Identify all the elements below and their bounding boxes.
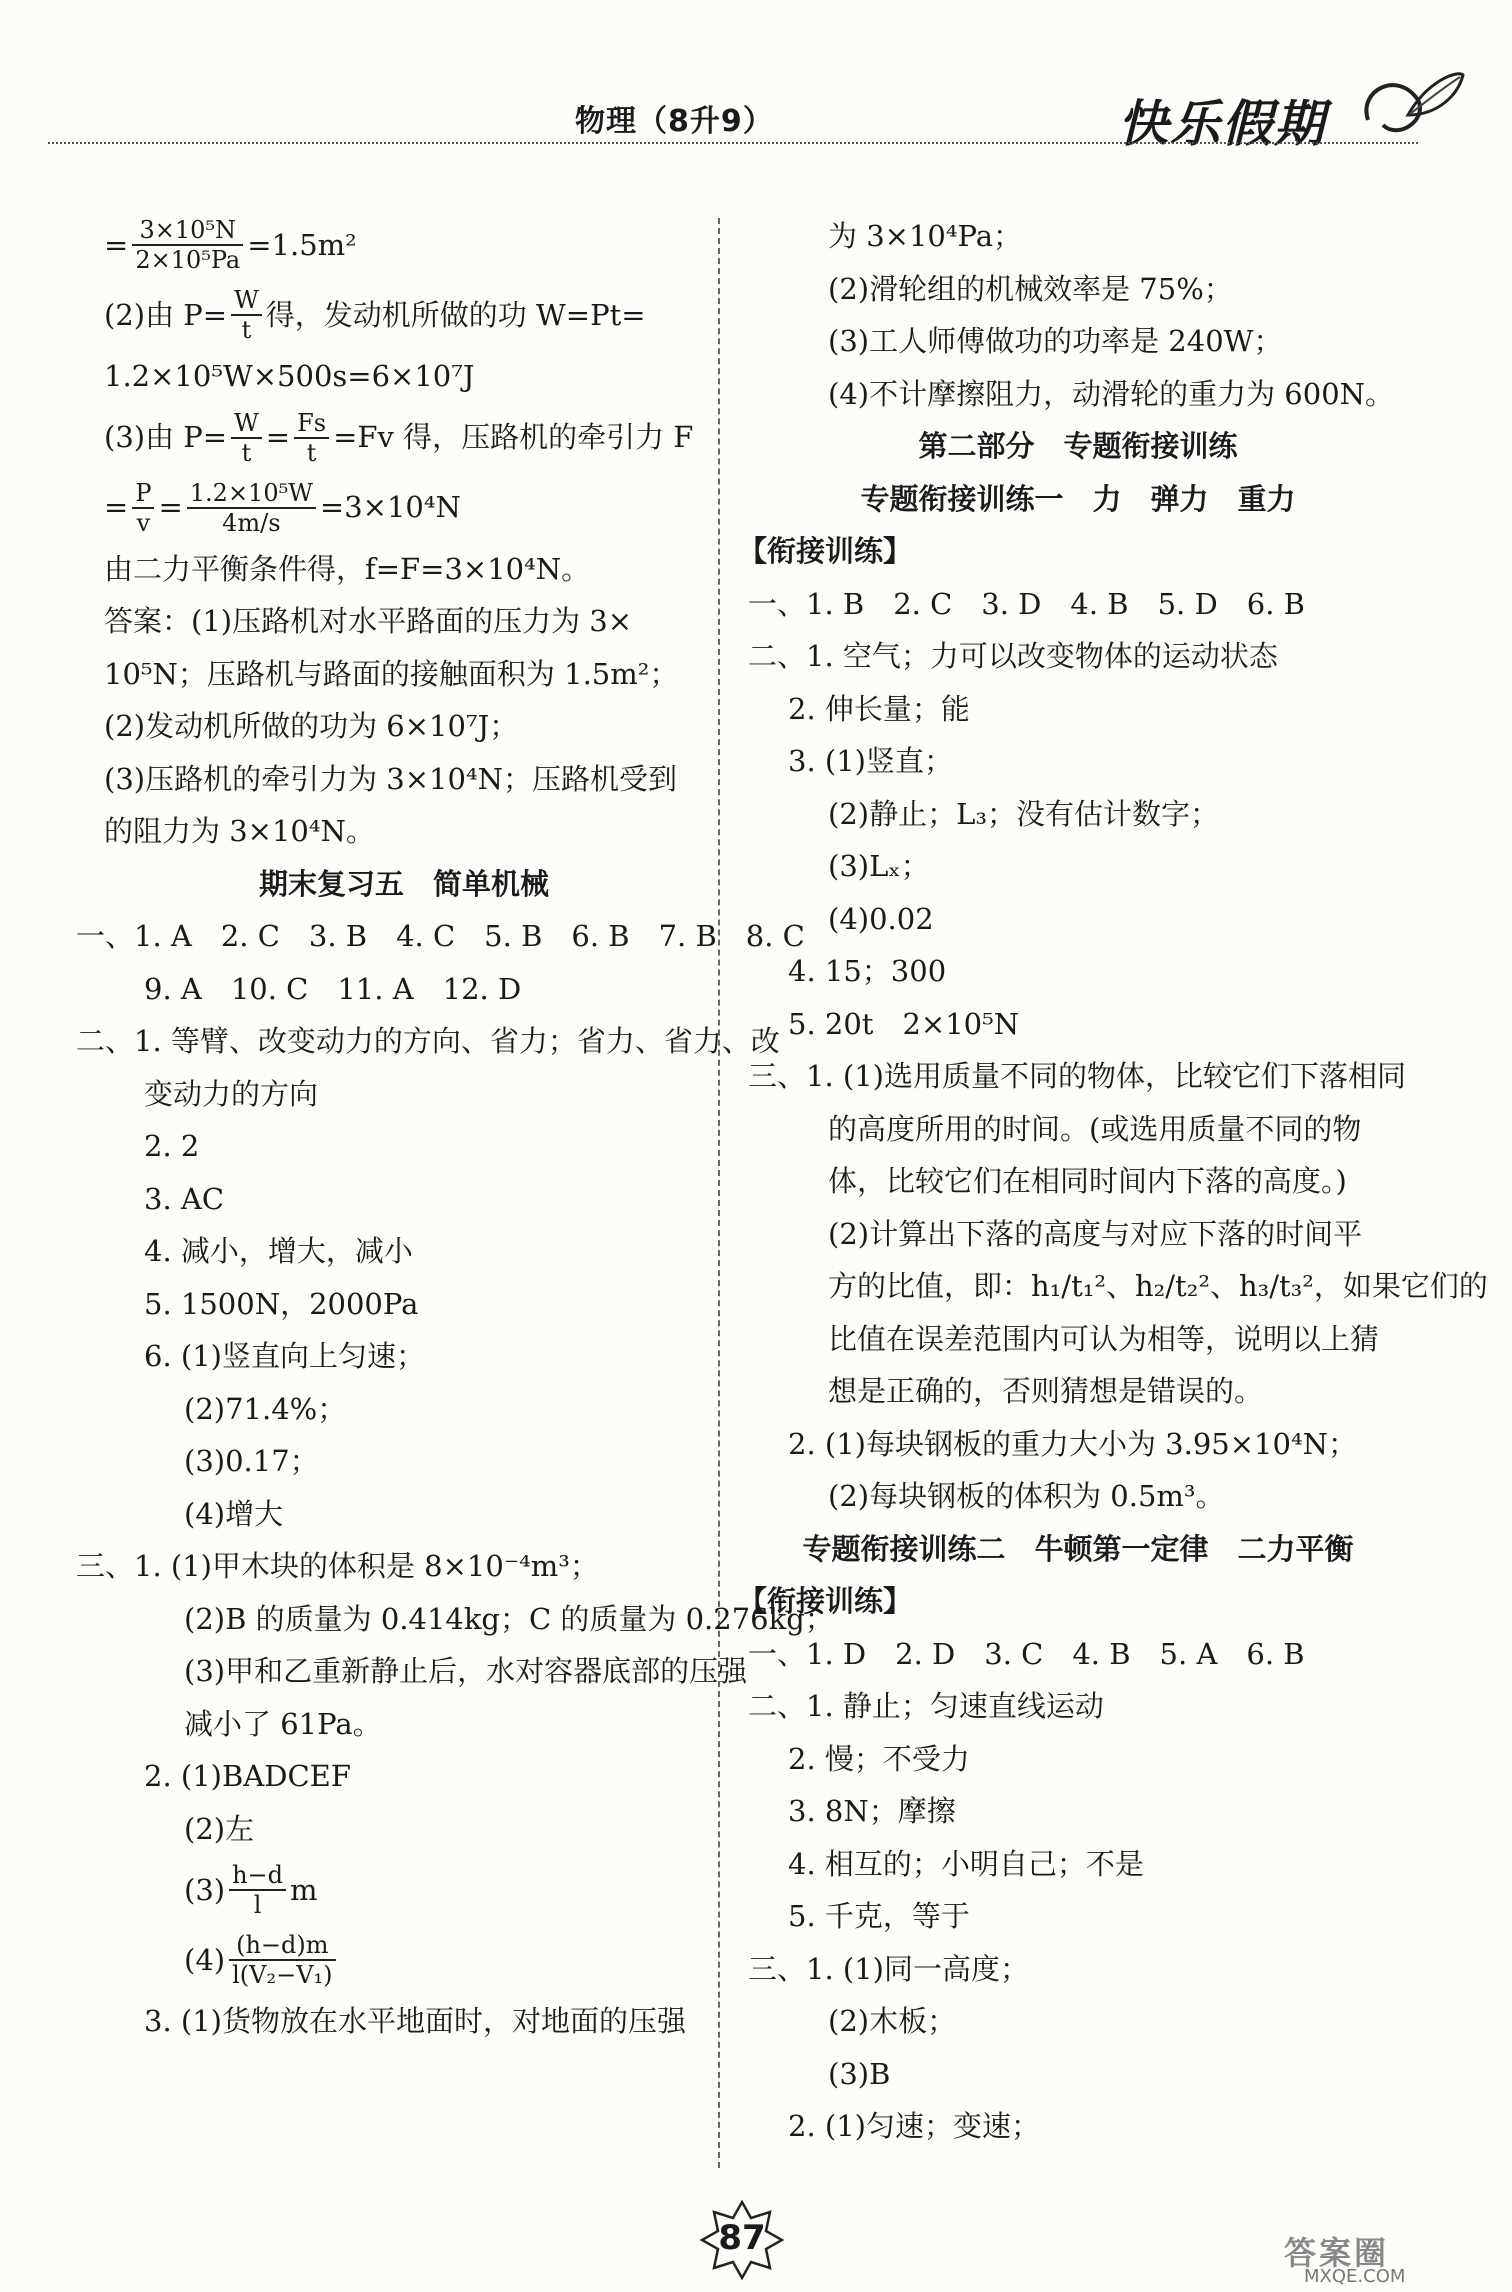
equation-line: (3) $\frac{h-d}{l}$ m bbox=[184, 1861, 318, 1919]
answer-line: 变动力的方向 bbox=[144, 1076, 319, 1111]
section-heading: 专题衔接训练二 牛顿第一定律 二力平衡 bbox=[802, 1531, 1354, 1566]
answer-line: 4. 减小，增大，减小 bbox=[144, 1234, 413, 1268]
text-line: 1.2×10⁵W×500s=6×10⁷J bbox=[104, 359, 475, 393]
answer-line: (2)左 bbox=[184, 1811, 255, 1846]
answer-line: (2)每块钢板的体积为 0.5m³。 bbox=[828, 1479, 1225, 1513]
equation-line: = $\frac{\text{3×10⁵N}}{\text{2×10⁵Pa}}$ =1.5m² bbox=[104, 216, 357, 274]
answer-line: 一、1. A 2. C 3. B 4. C 5. B 6. B 7. B 8. C bbox=[76, 919, 805, 953]
column-divider bbox=[718, 218, 720, 2168]
answer-line: 二、1. 空气；力可以改变物体的运动状态 bbox=[748, 639, 1278, 673]
section-heading: 专题衔接训练一 力 弹力 重力 bbox=[860, 481, 1296, 516]
fraction: $\frac{W}{t}$ bbox=[231, 409, 262, 467]
answer-line: 的高度所用的时间。(或选用质量不同的物 bbox=[828, 1111, 1362, 1146]
answer-line: 体，比较它们在相同时间内下落的高度。) bbox=[828, 1164, 1347, 1198]
text-line: 由二力平衡条件得，f=F=3×10⁴N。 bbox=[104, 551, 591, 586]
header-rule bbox=[48, 142, 1418, 144]
page-number: 87 bbox=[718, 2218, 766, 2258]
answer-line: (3)B bbox=[828, 2056, 891, 2091]
answer-line: 一、1. D 2. D 3. C 4. B 5. A 6. B bbox=[748, 1636, 1305, 1671]
answer-line: 2. 慢；不受力 bbox=[788, 1741, 970, 1776]
right-column bbox=[738, 210, 1488, 2153]
answer-line: 二、1. 等臂、改变动力的方向、省力；省力、省力、改 bbox=[76, 1024, 780, 1058]
section-heading: 期末复习五 简单机械 bbox=[258, 866, 549, 901]
answer-line: 2. 2 bbox=[144, 1129, 200, 1163]
page-header bbox=[0, 0, 1512, 160]
answer-line: 三、1. (1)甲木块的体积是 8×10⁻⁴m³； bbox=[76, 1549, 599, 1583]
answer-line: 9. A 10. C 11. A 12. D bbox=[144, 971, 522, 1006]
answer-line: 方的比值，即：h₁/t₁²、h₂/t₂²、h₃/t₃²，如果它们的 bbox=[828, 1269, 1488, 1303]
equation-line: = $\frac{P}{v}$ = $\frac{\text{1.2×10⁵W}}{4m/s}$ =3×10⁴N bbox=[104, 478, 461, 537]
answer-line: 3. 8N；摩擦 bbox=[788, 1794, 956, 1828]
leaf-logo-icon bbox=[1348, 60, 1468, 150]
answer-line: 二、1. 静止；匀速直线运动 bbox=[748, 1689, 1104, 1723]
answer-line: 5. 1500N，2000Pa bbox=[144, 1286, 419, 1321]
answer-line: 5. 千克，等于 bbox=[788, 1899, 970, 1933]
text-line: 答案：(1)压路机对水平路面的压力为 3× bbox=[104, 604, 633, 638]
answer-line: (3)甲和乙重新静止后，水对容器底部的压强 bbox=[184, 1654, 748, 1688]
text-line: (2)发动机所做的功为 6×10⁷J； bbox=[104, 709, 519, 743]
equation-line: (3)由 P= $\frac{W}{t}$ = $\frac{Fs}{t}$ =Fv 得，压路机的牵引力 F bbox=[104, 408, 694, 467]
watermark-text: 答案圈 bbox=[1284, 2234, 1390, 2272]
answer-line: (4)增大 bbox=[184, 1496, 284, 1531]
fraction: $\frac{Fs}{t}$ bbox=[294, 409, 329, 467]
answer-line: 3. (1)货物放在水平地面时，对地面的压强 bbox=[144, 2004, 686, 2038]
answer-line: 2. (1)每块钢板的重力大小为 3.95×10⁴N； bbox=[788, 1426, 1357, 1461]
text-line: (3)压路机的牵引力为 3×10⁴N；压路机受到 bbox=[104, 761, 677, 796]
answer-line: 三、1. (1)同一高度； bbox=[748, 1951, 1029, 1986]
fraction: $\frac{(h-d)m}{\text{l(V₂−V₁)}}$ bbox=[229, 1931, 335, 1989]
answer-line: (3)0.17； bbox=[184, 1444, 319, 1478]
answer-line: 2. 伸长量；能 bbox=[788, 691, 970, 726]
answer-line: 为 3×10⁴Pa； bbox=[828, 219, 1022, 253]
answer-line: (2)B 的质量为 0.414kg；C 的质量为 0.276kg； bbox=[184, 1601, 834, 1636]
answer-line: (2)71.4%； bbox=[184, 1391, 347, 1426]
subject-title: 物理（8升9） bbox=[575, 104, 774, 139]
section-tag: 【衔接训练】 bbox=[738, 534, 913, 568]
answer-line: (2)木板； bbox=[828, 2004, 957, 2038]
answer-line: (3)工人师傅做功的功率是 240W； bbox=[828, 324, 1283, 358]
answer-line: 6. (1)竖直向上匀速； bbox=[144, 1339, 425, 1373]
answer-line: 5. 20t 2×10⁵N bbox=[788, 1006, 1020, 1041]
answer-line: 三、1. (1)选用质量不同的物体，比较它们下落相同 bbox=[748, 1059, 1406, 1093]
answer-line: (4)0.02 bbox=[828, 901, 934, 936]
answer-line: 4. 15；300 bbox=[788, 954, 947, 988]
answer-line: 3. AC bbox=[144, 1181, 225, 1216]
watermark-url: MXQE.COM bbox=[1304, 2266, 1406, 2287]
answer-line: 4. 相互的；小明自己；不是 bbox=[788, 1846, 1144, 1881]
answer-line: 3. (1)竖直； bbox=[788, 744, 953, 778]
fraction: $\frac{W}{t}$ bbox=[231, 286, 262, 344]
answer-line: (2)静止；L₃；没有估计数字； bbox=[828, 796, 1219, 831]
equation-line: (4) $\frac{(h-d)m}{\text{l(V₂−V₁)}}$ bbox=[104, 1925, 704, 1995]
fraction: $\frac{h-d}{l}$ bbox=[229, 1861, 286, 1919]
answer-line: (2)计算出下落的高度与对应下落的时间平 bbox=[828, 1216, 1363, 1251]
fraction: $\frac{\text{1.2×10⁵W}}{4m/s}$ bbox=[187, 479, 316, 537]
answer-line: 2. (1)匀速；变速； bbox=[788, 2109, 1040, 2143]
brand-title: 快乐假期 bbox=[1118, 95, 1326, 153]
answer-line: 减小了 61Pa。 bbox=[184, 1706, 382, 1741]
answer-line: 一、1. B 2. C 3. D 4. B 5. D 6. B bbox=[748, 586, 1305, 621]
answer-line: (4)不计摩擦阻力，动滑轮的重力为 600N。 bbox=[828, 376, 1395, 411]
fraction: $\frac{\text{3×10⁵N}}{\text{2×10⁵Pa}}$ bbox=[132, 216, 243, 274]
answer-line: 2. (1)BADCEF bbox=[144, 1759, 351, 1793]
section-tag: 【衔接训练】 bbox=[738, 1584, 913, 1618]
watermark bbox=[1284, 2228, 1504, 2288]
text-line: 的阻力为 3×10⁴N。 bbox=[104, 814, 375, 848]
part-heading: 第二部分 专题衔接训练 bbox=[918, 429, 1238, 463]
answer-line: 想是正确的，否则猜想是错误的。 bbox=[828, 1374, 1264, 1408]
answer-line: (2)滑轮组的机械效率是 75%； bbox=[828, 271, 1233, 306]
equation-line: (2)由 P= $\frac{W}{t}$ 得，发动机所做的功 W=Pt= bbox=[104, 286, 646, 344]
answer-line: (3)Lₓ； bbox=[828, 849, 930, 883]
fraction: $\frac{P}{v}$ bbox=[132, 479, 154, 537]
text-line: 10⁵N；压路机与路面的接触面积为 1.5m²； bbox=[104, 656, 679, 691]
answer-line: 比值在误差范围内可认为相等，说明以上猜 bbox=[828, 1321, 1380, 1356]
